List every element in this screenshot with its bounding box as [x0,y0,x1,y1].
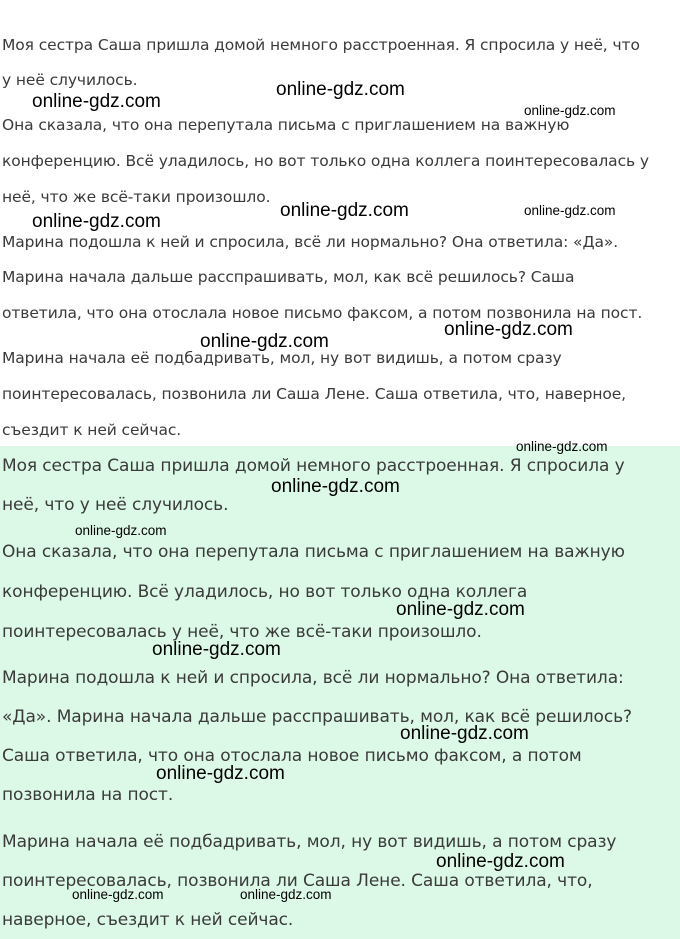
watermark-text: online-gdz.com [396,599,525,620]
watermark-text: online-gdz.com [436,851,565,872]
watermark-text: online-gdz.com [444,319,573,340]
text-line: Марина подошла к ней и спросила, всё ли нормально? Она ответила: [2,668,624,688]
watermark-text: online-gdz.com [32,91,161,112]
watermark-text: online-gdz.com [524,103,616,118]
text-line: съездит к ней сейчас. [2,421,182,439]
text-line: «Да». Марина начала дальше расспрашивать, мол, как всё решилось? [2,707,632,727]
text-line: Саша ответила, что она отослала новое письмо факсом, а потом [2,746,582,766]
watermark-text: online-gdz.com [75,523,167,538]
text-line: ответила, что она отослала новое письмо факсом, а потом позвонила на пост. [2,304,643,322]
text-line: наверное, съездит к ней сейчас. [2,910,294,930]
watermark-text: online-gdz.com [152,639,281,660]
text-line: неё, что же всё-таки произошло. [2,188,271,206]
watermark-text: online-gdz.com [72,887,164,902]
text-line: Марина начала дальше расспрашивать, мол, как всё решилось? Саша [2,268,575,286]
watermark-text: online-gdz.com [32,211,161,232]
watermark-text: online-gdz.com [280,200,409,221]
text-line: Моя сестра Саша пришла домой немного расстроенная. Я спросила у неё, что [2,36,640,54]
text-line: Она сказала, что она перепутала письма с приглашением на важную [2,116,570,134]
text-line: Марина подошла к ней и спросила, всё ли нормально? Она ответила: «Да». [2,233,619,251]
text-line: конференцию. Всё уладилось, но вот только одна коллега поинтересовалась у [2,152,649,170]
text-line: Моя сестра Саша пришла домой немного расстроенная. Я спросила у [2,456,625,476]
watermark-text: online-gdz.com [276,79,405,100]
text-line: неё, что у неё случилось. [2,495,229,515]
text-line: Марина начала её подбадривать, мол, ну вот видишь, а потом сразу [2,349,562,367]
text-line: поинтересовалась у неё, что же всё-таки произошло. [2,622,482,642]
text-section-highlighted [0,446,680,939]
text-line: поинтересовалась, позвонила ли Саша Лене. Саша ответила, что, наверное, [2,385,627,403]
text-line: позвонила на пост. [2,785,174,805]
text-line: у неё случилось. [2,71,138,89]
watermark-text: online-gdz.com [156,763,285,784]
watermark-text: online-gdz.com [400,723,529,744]
watermark-text: online-gdz.com [240,887,332,902]
text-line: Она сказала, что она перепутала письма с приглашением на важную [2,542,625,562]
watermark-text: online-gdz.com [516,439,608,454]
text-line: поинтересовалась, позвонила ли Саша Лене. Саша ответила, что, [2,871,593,891]
watermark-text: online-gdz.com [200,331,329,352]
watermark-text: online-gdz.com [271,476,400,497]
text-line: конференцию. Всё уладилось, но вот только одна коллега [2,582,528,602]
watermark-text: online-gdz.com [524,203,616,218]
text-line: Марина начала её подбадривать, мол, ну вот видишь, а потом сразу [2,832,617,852]
